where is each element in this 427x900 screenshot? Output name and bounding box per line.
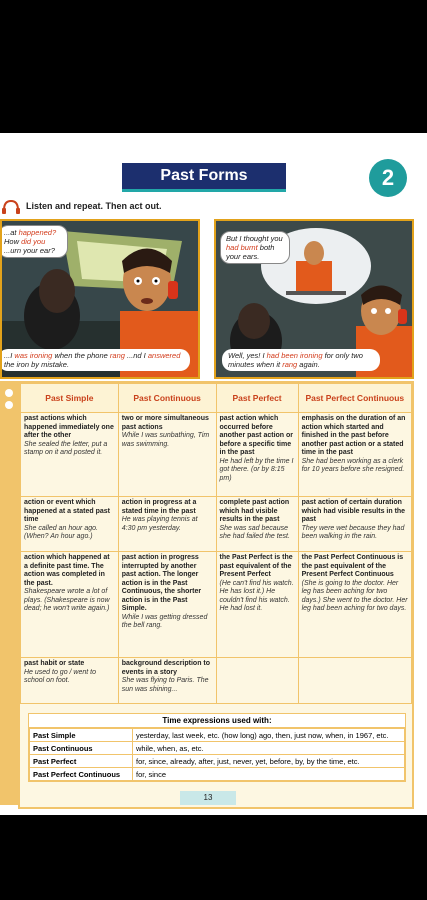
table-row (30, 729, 405, 742)
bubble-highlight: had burnt (226, 243, 258, 252)
table-row (30, 755, 405, 768)
grammar-box (18, 381, 414, 809)
bubble-highlight: did you (21, 237, 46, 246)
usage-example: She was flying to Paris. The sun was shining... (121, 677, 209, 693)
grammar-table (20, 383, 412, 704)
usage-rule: past habit or state (24, 660, 85, 667)
title-banner (122, 163, 286, 192)
speech-bubble-1 (0, 225, 68, 258)
usage-rule: action in progress at a stated time in the past (121, 499, 197, 515)
usage-rule: two or more simultaneous past actions (121, 415, 209, 431)
header-past-perfect: Past Perfect (216, 384, 298, 413)
header-past-perfect-continuous: Past Perfect Continuous (298, 384, 411, 413)
usage-rule: background description to events in a story (121, 660, 211, 676)
caption-text: ...I (4, 351, 15, 360)
usage-rule: action or event which happened at a stated past time (24, 499, 110, 523)
tense-expressions: yesterday, last week, etc. (how long) ago, then, just now, when, in 1967, etc. (133, 729, 405, 742)
comic-caption-1 (0, 349, 190, 371)
table-cell (298, 552, 411, 658)
textbook-page (0, 133, 427, 815)
caption-text: again. (297, 360, 320, 369)
table-row (30, 768, 405, 781)
tense-name: Past Continuous (30, 742, 133, 755)
usage-example: While I was getting dressed the bell rang. (121, 613, 208, 629)
usage-example: She had been working as a clerk for 10 years before she resigned. (301, 457, 405, 473)
unit-number-badge: 2 (369, 159, 407, 197)
table-row (21, 497, 412, 552)
tense-name: Past Perfect Continuous (30, 768, 133, 781)
usage-example: While I was sunbathing, Tim was swimming. (121, 432, 210, 448)
instruction-text: Listen and repeat. Then act out. (26, 201, 162, 211)
table-cell (298, 658, 411, 704)
caption-highlight: rang (109, 351, 125, 360)
caption-text: when the phone (52, 351, 110, 360)
bubble-highlight: happened? (18, 228, 57, 237)
decorative-dot (5, 401, 13, 409)
table-cell (118, 552, 216, 658)
time-expressions-title: Time expressions used with: (29, 714, 405, 728)
headphones-icon (2, 200, 20, 214)
usage-rule: the Past Perfect Continuous is the past equivalent of the Present Perfect Continuous (301, 554, 404, 578)
header-past-simple: Past Simple (21, 384, 119, 413)
comic-panel-2 (214, 219, 414, 379)
tense-expressions: while, when, as, etc. (133, 742, 405, 755)
usage-rule: past action of certain duration which had visible results in the past (301, 499, 406, 523)
usage-rule: past action in progress interrupted by another past action. The longer action is in the Past Continuous, the shorter action is in the Past Simple. (121, 554, 202, 612)
table-cell (216, 658, 298, 704)
side-strip (0, 381, 18, 805)
time-expressions-box (28, 713, 406, 782)
table-cell (298, 413, 411, 497)
table-row (21, 658, 412, 704)
table-cell (216, 552, 298, 658)
usage-example: He had left by the time I got there. (or by 8:15 pm) (219, 457, 294, 482)
table-cell (298, 497, 411, 552)
usage-example: (He can't find his watch. He has lost it.) He couldn't find his watch. He had lost it. (219, 579, 294, 612)
header-past-continuous: Past Continuous (118, 384, 216, 413)
caption-text: ...nd I (124, 351, 148, 360)
table-row (21, 552, 412, 658)
usage-rule: past actions which happened immediately one after the other (24, 415, 114, 439)
usage-rule: emphasis on the duration of an action which started and finished in the past before another past action or a stated time in the past (301, 415, 406, 456)
decorative-dot (5, 389, 13, 397)
bubble-text: But I thought you (226, 234, 283, 243)
table-cell (21, 552, 119, 658)
usage-example: She was sad because she had failed the test. (219, 524, 290, 540)
usage-example: (She is going to the doctor. Her leg has been aching for two days.) She went to the doctor. Her leg had been aching for two days. (301, 579, 408, 612)
tense-name: Past Simple (30, 729, 133, 742)
table-cell (118, 413, 216, 497)
table-cell (216, 413, 298, 497)
table-cell (21, 413, 119, 497)
table-cell (118, 497, 216, 552)
bubble-text: both your ears. (226, 243, 275, 261)
tense-expressions: for, since (133, 768, 405, 781)
usage-example: He used to go / went to school on foot. (24, 668, 96, 684)
instruction-row (0, 199, 300, 215)
usage-example: He was playing tennis at 4:30 pm yesterday. (121, 516, 198, 532)
caption-highlight: rang (282, 360, 298, 369)
usage-example: Shakespeare wrote a lot of plays. (Shakespeare is now dead; he won't write again.) (24, 588, 110, 612)
usage-rule: complete past action which had visible results in the past (219, 499, 290, 523)
usage-rule: action which happened at a definite past time. The action was completed in the past. (24, 554, 110, 587)
table-cell (216, 497, 298, 552)
usage-example: She sealed the letter, put a stamp on it and posted it. (24, 440, 108, 456)
page-title: Past Forms (160, 167, 248, 184)
caption-highlight: was ironing (14, 351, 53, 360)
usage-rule: the Past Perfect is the past equivalent of the Present Perfect (219, 554, 293, 578)
caption-text: for only two minutes when it (228, 351, 363, 369)
grammar-header-row (21, 384, 412, 413)
speech-bubble-2 (220, 231, 290, 264)
caption-highlight: had been ironing (266, 351, 323, 360)
bubble-text: ...at (4, 228, 19, 237)
table-cell (118, 658, 216, 704)
caption-text: Well, yes! I (228, 351, 267, 360)
tense-expressions: for, since, already, after, just, never, yet, before, by, by the time, etc. (133, 755, 405, 768)
page-number: 13 (180, 791, 236, 805)
bubble-text: ...urn your ear? (4, 246, 55, 255)
table-row (21, 413, 412, 497)
table-cell (21, 658, 119, 704)
comic-caption-2 (222, 349, 380, 371)
time-expressions-table (29, 728, 405, 781)
bubble-text: How (4, 237, 22, 246)
caption-text: the iron by mistake. (4, 360, 70, 369)
usage-example: They were wet because they had been walking in the rain. (301, 524, 405, 540)
tense-name: Past Perfect (30, 755, 133, 768)
usage-example: She called an hour ago. (When? An hour ago.) (24, 524, 98, 540)
table-row (30, 742, 405, 755)
usage-rule: past action which occurred before another past action or before a specific time in the past (219, 415, 294, 456)
table-cell (21, 497, 119, 552)
caption-highlight: answered (147, 351, 181, 360)
comic-panel-1 (0, 219, 200, 379)
